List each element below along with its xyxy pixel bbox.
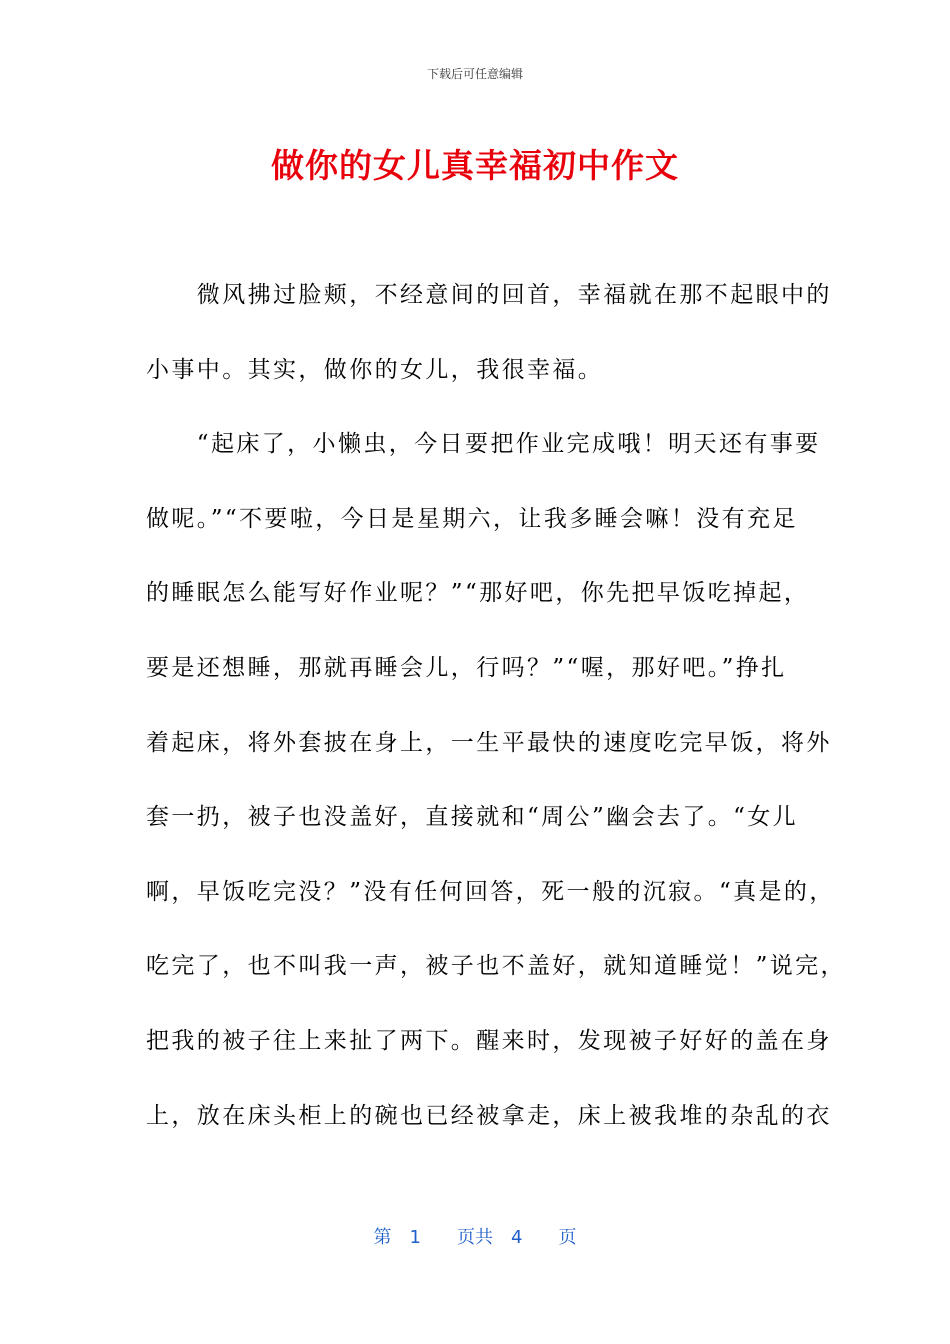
document-body bbox=[146, 270, 846, 1165]
header-note: 下载后可任意编辑 bbox=[426, 67, 523, 81]
body-line: 做呢。”“不要啦，今日是星期六，让我多睡会嘛！没有充足 bbox=[146, 505, 798, 532]
page-number-footer: 第 1 页共 4 页 bbox=[373, 1227, 577, 1248]
body-line: 要是还想睡，那就再睡会儿，行吗？”“喔，那好吧。”挣扎 bbox=[146, 654, 787, 681]
body-line: 套一扔，被子也没盖好，直接就和“周公”幽会去了。“女儿 bbox=[146, 804, 799, 831]
body-line: 小事中。其实，做你的女儿，我很幸福。 bbox=[146, 356, 604, 383]
document-title: 做你的女儿真幸福初中作文 bbox=[271, 146, 679, 185]
body-line: 啊，早饭吃完没？”没有任何回答，死一般的沉寂。“真是的， bbox=[146, 878, 835, 905]
body-line: 把我的被子往上来扯了两下。醒来时，发现被子好好的盖在身 bbox=[146, 1027, 832, 1054]
body-line: 的睡眠怎么能写好作业呢？”“那好吧，你先把早饭吃掉起， bbox=[146, 580, 810, 607]
body-line: 上，放在床头柜上的碗也已经被拿走，床上被我堆的杂乱的衣 bbox=[146, 1102, 832, 1129]
body-line: “起床了，小懒虫，今日要把作业完成哦！明天还有事要 bbox=[146, 431, 821, 458]
body-line: 微风拂过脸颊，不经意间的回首，幸福就在那不起眼中的 bbox=[146, 282, 832, 308]
body-line: 着起床，将外套披在身上，一生平最快的速度吃完早饭，将外 bbox=[146, 729, 832, 756]
body-line: 吃完了，也不叫我一声，被子也不盖好，就知道睡觉！”说完， bbox=[146, 953, 846, 980]
